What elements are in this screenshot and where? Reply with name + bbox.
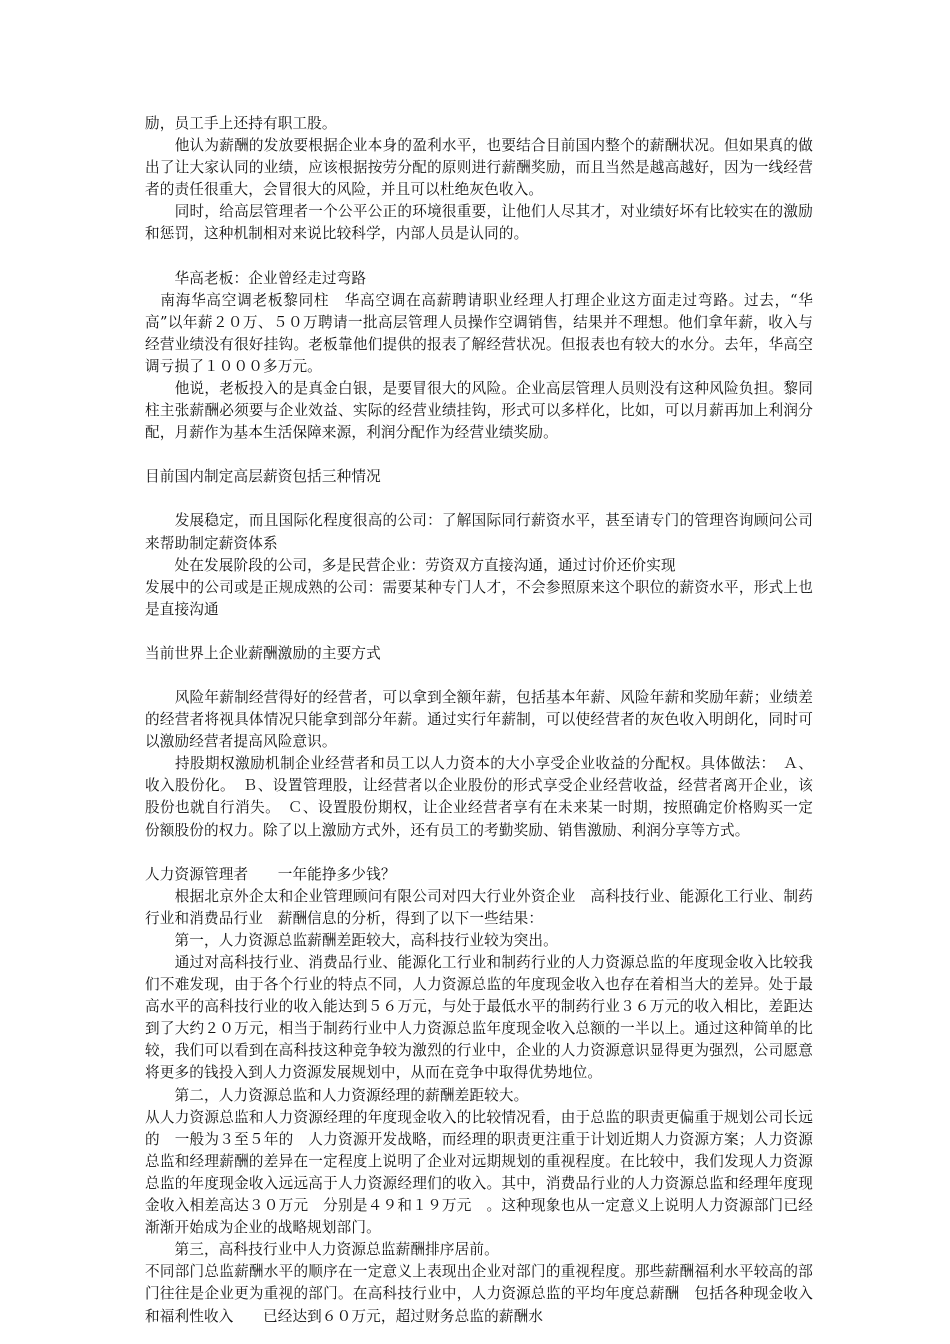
blank-line (145, 842, 813, 864)
blank-line (145, 488, 813, 510)
paragraph: 第一，人力资源总监薪酬差距较大，高科技行业较为突出。 (145, 931, 558, 949)
paragraph: 第二，人力资源总监和人力资源经理的薪酬差距较大。 (145, 1086, 529, 1104)
section-heading: 华高老板：企业曾经走过弯路 (145, 269, 367, 287)
paragraph: 不同部门总监薪酬水平的顺序在一定意义上表现出企业对部门的重视程度。那些薪酬福利水平较高的部门往往是企业更为重视的部门。在高科技行业中，人力资源总监的平均年度总薪酬 包括各种现金收入和福利性收入 已经达到６０万元，超过财务总监的薪酬水 (145, 1263, 813, 1325)
paragraph: 南海华高空调老板黎同柱 华高空调在高薪聘请职业经理人打理企业这方面走过弯路。过去，“华高”以年薪２０万、５０万聘请一批高层管理人员操作空调销售，结果并不理想。他们拿年薪，收入与经营业绩没有很好挂钩。老板靠他们提供的报表了解经营状况。但报表也有较大的水分。去年，华高空调亏损了１０００多万元。 (145, 291, 813, 375)
section-heading: 人力资源管理者 一年能挣多少钱？ (145, 865, 396, 883)
section-heading: 目前国内制定高层薪资包括三种情况 (145, 468, 381, 486)
section-heading: 当前世界上企业薪酬激励的主要方式 (145, 644, 381, 662)
paragraph: 他认为薪酬的发放要根据企业本身的盈利水平，也要结合目前国内整个的薪酬状况。但如果真的做出了让大家认同的业绩，应该根据按劳分配的原则进行薪酬奖励，而且当然是越高越好，因为一线经营者的责任很重大，会冒很大的风险，并且可以杜绝灰色收入。 (145, 137, 813, 199)
blank-line (145, 665, 813, 687)
paragraph: 同时，给高层管理者一个公平公正的环境很重要，让他们人尽其才，对业绩好坏有比较实在的激励和惩罚，这种机制相对来说比较科学，内部人员是认同的。 (145, 203, 813, 243)
paragraph: 根据北京外企太和企业管理顾问有限公司对四大行业外资企业 高科技行业、能源化工行业、制药行业和消费品行业 薪酬信息的分析，得到了以下一些结果： (145, 887, 813, 927)
paragraph: 处在发展阶段的公司，多是民营企业：劳资双方直接沟通，通过讨价还价实现 (145, 556, 676, 574)
paragraph: 他说，老板投入的是真金白银，是要冒很大的风险。企业高层管理人员则没有这种风险负担。黎同柱主张薪酬必须要与企业效益、实际的经营业绩挂钩，形式可以多样化，比如，可以月薪再加上利润分配，月薪作为基本生活保障来源，利润分配作为经营业绩奖励。 (145, 380, 813, 442)
paragraph: 风险年薪制经营得好的经营者，可以拿到全额年薪，包括基本年薪、风险年薪和奖励年薪；业绩差的经营者将视具体情况只能拿到部分年薪。通过实行年薪制，可以使经营者的灰色收入明朗化，同时可以激励经营者提高风险意识。 (145, 688, 813, 751)
paragraph: 从人力资源总监和人力资源经理的年度现金收入的比较情况看，由于总监的职责更偏重于规划公司长远的 一般为３至５年的 人力资源开发战略，而经理的职责更注重于计划近期人力资源方案；人力资源总监和经理薪酬的差异在一定程度上说明了企业对远期规划的重视程度。在比较中，我们发现人力资源总监的年度现金收入远远高于人力资源经理们的收入。其中，消费品行业的人力资源总监和经理年度现金收入相差高达３０万元 分别是４９和１９万元 。这种现象也从一定意义上说明人力资源部门已经渐渐开始成为企业的战略规划部门。 (145, 1108, 813, 1237)
blank-line (145, 246, 813, 268)
paragraph: 励，员工手上还持有职工股。 (145, 115, 337, 132)
blank-line (145, 444, 813, 466)
document-page (145, 113, 813, 1328)
paragraph: 持股期权激励机制企业经营者和员工以人力资本的大小享受企业收益的分配权。具体做法： Ａ、收入股份化。 Ｂ、设置管理股，让经营者以企业股份的形式享受企业经营收益，经营者离开企业，该股份也就自行消失。 Ｃ、设置股份期权，让企业经营者享有在未来某一时期，按照确定价格购买一定份额股份的权力。除了以上激励方式外，还有员工的考勤奖励、销售激励、利润分享等方式。 (145, 755, 813, 839)
paragraph: 通过对高科技行业、消费品行业、能源化工行业和制药行业的人力资源总监的年度现金收入比较我们不难发现，由于各个行业的特点不同，人力资源总监的年度现金收入也存在着相当大的差异。处于最高水平的高科技行业的收入能达到５６万元，与处于最低水平的制药行业３６万元的收入相比，差距达到了大约２０万元，相当于制药行业中人力资源总监年度现金收入总额的一半以上。通过这种简单的比较，我们可以看到在高科技这种竞争较为激烈的行业中，企业的人力资源意识显得更为强烈，公司愿意将更多的钱投入到人力资源发展规划中，从而在竞争中取得优势地位。 (145, 954, 813, 1082)
paragraph: 发展中的公司或是正规成熟的公司：需要某种专门人才，不会参照原来这个职位的薪资水平，形式上也是直接沟通 (145, 578, 813, 618)
paragraph: 第三，高科技行业中人力资源总监薪酬排序居前。 (145, 1241, 499, 1259)
paragraph: 发展稳定，而且国际化程度很高的公司：了解国际同行薪资水平，甚至请专门的管理咨询顾问公司来帮助制定薪资体系 (145, 512, 813, 552)
blank-line (145, 621, 813, 643)
